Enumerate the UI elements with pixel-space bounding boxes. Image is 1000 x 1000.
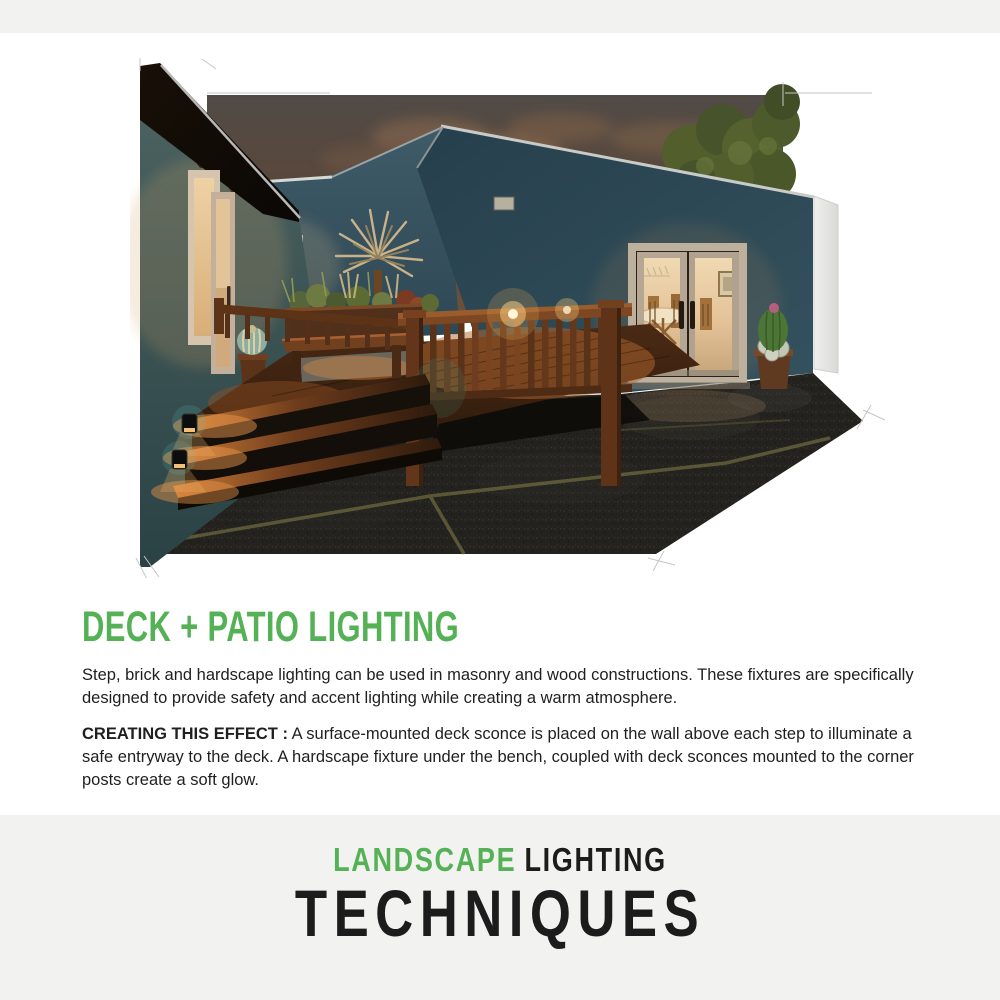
brand-techniques: TECHNIQUES bbox=[294, 876, 706, 951]
effect-paragraph bbox=[82, 723, 924, 792]
footer-band bbox=[0, 815, 1000, 1000]
deck-patio-illustration bbox=[130, 58, 890, 578]
top-gray-band bbox=[0, 0, 1000, 33]
left-door bbox=[211, 192, 235, 374]
gray-side-panel bbox=[814, 196, 838, 373]
brand-lighting: LIGHTING bbox=[524, 841, 667, 878]
bench bbox=[282, 334, 422, 382]
page-title: DECK + PATIO LIGHTING bbox=[82, 603, 460, 651]
text-content bbox=[82, 604, 924, 792]
brand-line bbox=[90, 842, 910, 878]
effect-text: A surface-mounted deck sconce is placed on the wall above each step to illuminate a safe entryway to the deck. A hardscape fixture under the bench, coupled with deck sconces mounted to the corner posts create a soft glow. bbox=[82, 725, 914, 790]
intro-paragraph: Step, brick and hardscape lighting can be used in masonry and wood constructions. These fixtures are specifically designed to provide safety and accent lighting while creating a warm atmosphere. bbox=[82, 666, 914, 708]
brand-landscape: LANDSCAPE bbox=[333, 841, 517, 878]
effect-label: CREATING THIS EFFECT : bbox=[82, 725, 288, 744]
